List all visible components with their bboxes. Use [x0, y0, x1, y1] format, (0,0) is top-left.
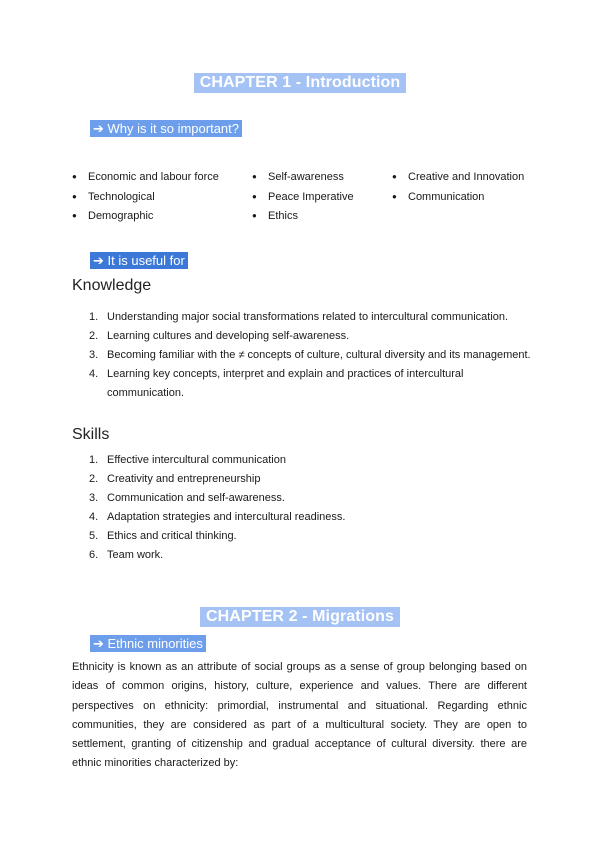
item-text: Creativity and entrepreneurship: [107, 473, 261, 485]
list-item: ● Technological: [72, 190, 219, 210]
why-important-heading: [90, 121, 242, 137]
chapter-2-title: CHAPTER 2 - Migrations: [200, 607, 400, 627]
item-text: Team work.: [107, 549, 164, 561]
chapter-2-heading: [0, 607, 600, 627]
knowledge-title: Knowledge: [72, 277, 152, 294]
list-item: ● Creative and Innovation: [392, 170, 524, 190]
list-item: ● Economic and labour force: [72, 170, 219, 190]
list-item: [72, 508, 532, 527]
useful-for-heading-text: ➔ It is useful for: [90, 252, 188, 269]
list-item: ● Communication: [392, 190, 524, 210]
item-text: Ethics and critical thinking.: [107, 530, 237, 542]
item-number: 2.: [89, 473, 99, 485]
item-number: 1.: [89, 311, 99, 323]
list-item: ● Self-awareness: [252, 170, 354, 190]
list-item: ● Ethics: [252, 209, 354, 229]
list-item: [72, 527, 532, 546]
ethnic-minorities-heading-text: ➔ Ethnic minorities: [90, 635, 206, 652]
item-text: Learning key concepts, interpret and explain and practices of intercultural communication.: [107, 368, 464, 399]
why-important-heading-text: ➔ Why is it so important?: [90, 120, 242, 137]
list-item: [72, 470, 532, 489]
chapter-1-heading: [0, 73, 600, 93]
item-number: 4.: [89, 511, 99, 523]
item-text: Understanding major social transformations related to intercultural communication.: [107, 311, 509, 323]
bullet-column-1: [72, 170, 219, 229]
list-item: ● Demographic: [72, 209, 219, 229]
item-number: 1.: [89, 454, 99, 466]
list-item: ● Peace Imperative: [252, 190, 354, 210]
item-number: 5.: [89, 530, 99, 542]
list-item: [72, 365, 532, 403]
item-text: Adaptation strategies and intercultural readiness.: [107, 511, 346, 523]
item-number: 2.: [89, 330, 99, 342]
ethnic-minorities-heading: [90, 636, 206, 652]
item-number: 4.: [89, 368, 99, 380]
list-item: [72, 327, 532, 346]
item-number: 3.: [89, 349, 99, 361]
chapter-1-title: CHAPTER 1 - Introduction: [194, 73, 407, 93]
item-text: Effective intercultural communication: [107, 454, 286, 466]
knowledge-list: [72, 308, 532, 403]
bullet-column-2: [252, 170, 354, 229]
skills-title: Skills: [72, 426, 110, 443]
list-item: [72, 546, 532, 565]
item-text: Becoming familiar with the ≠ concepts of culture, cultural diversity and its management.: [107, 349, 531, 361]
item-number: 3.: [89, 492, 99, 504]
ethnicity-paragraph: Ethnicity is known as an attribute of social groups as a sense of group belonging based on ideas of common origins, history, culture, experience and values. There are different perspectives on ethnicity: primordial, instrumental and situational. Regarding ethnic communities, they are considered as part of a multicultural society. They are open to settlement, granting of citizenship and gradual acceptance of cultural diversity. there are ethnic minorities characterized by:: [72, 661, 527, 770]
item-number: 6.: [89, 549, 99, 561]
list-item: [72, 308, 532, 327]
list-item: [72, 489, 532, 508]
item-text: Communication and self-awareness.: [107, 492, 285, 504]
list-item: [72, 451, 532, 470]
list-item: [72, 346, 532, 365]
skills-list: [72, 451, 532, 565]
bullet-column-3: [392, 170, 524, 209]
useful-for-heading: [90, 253, 188, 269]
item-text: Learning cultures and developing self-awareness.: [107, 330, 350, 342]
